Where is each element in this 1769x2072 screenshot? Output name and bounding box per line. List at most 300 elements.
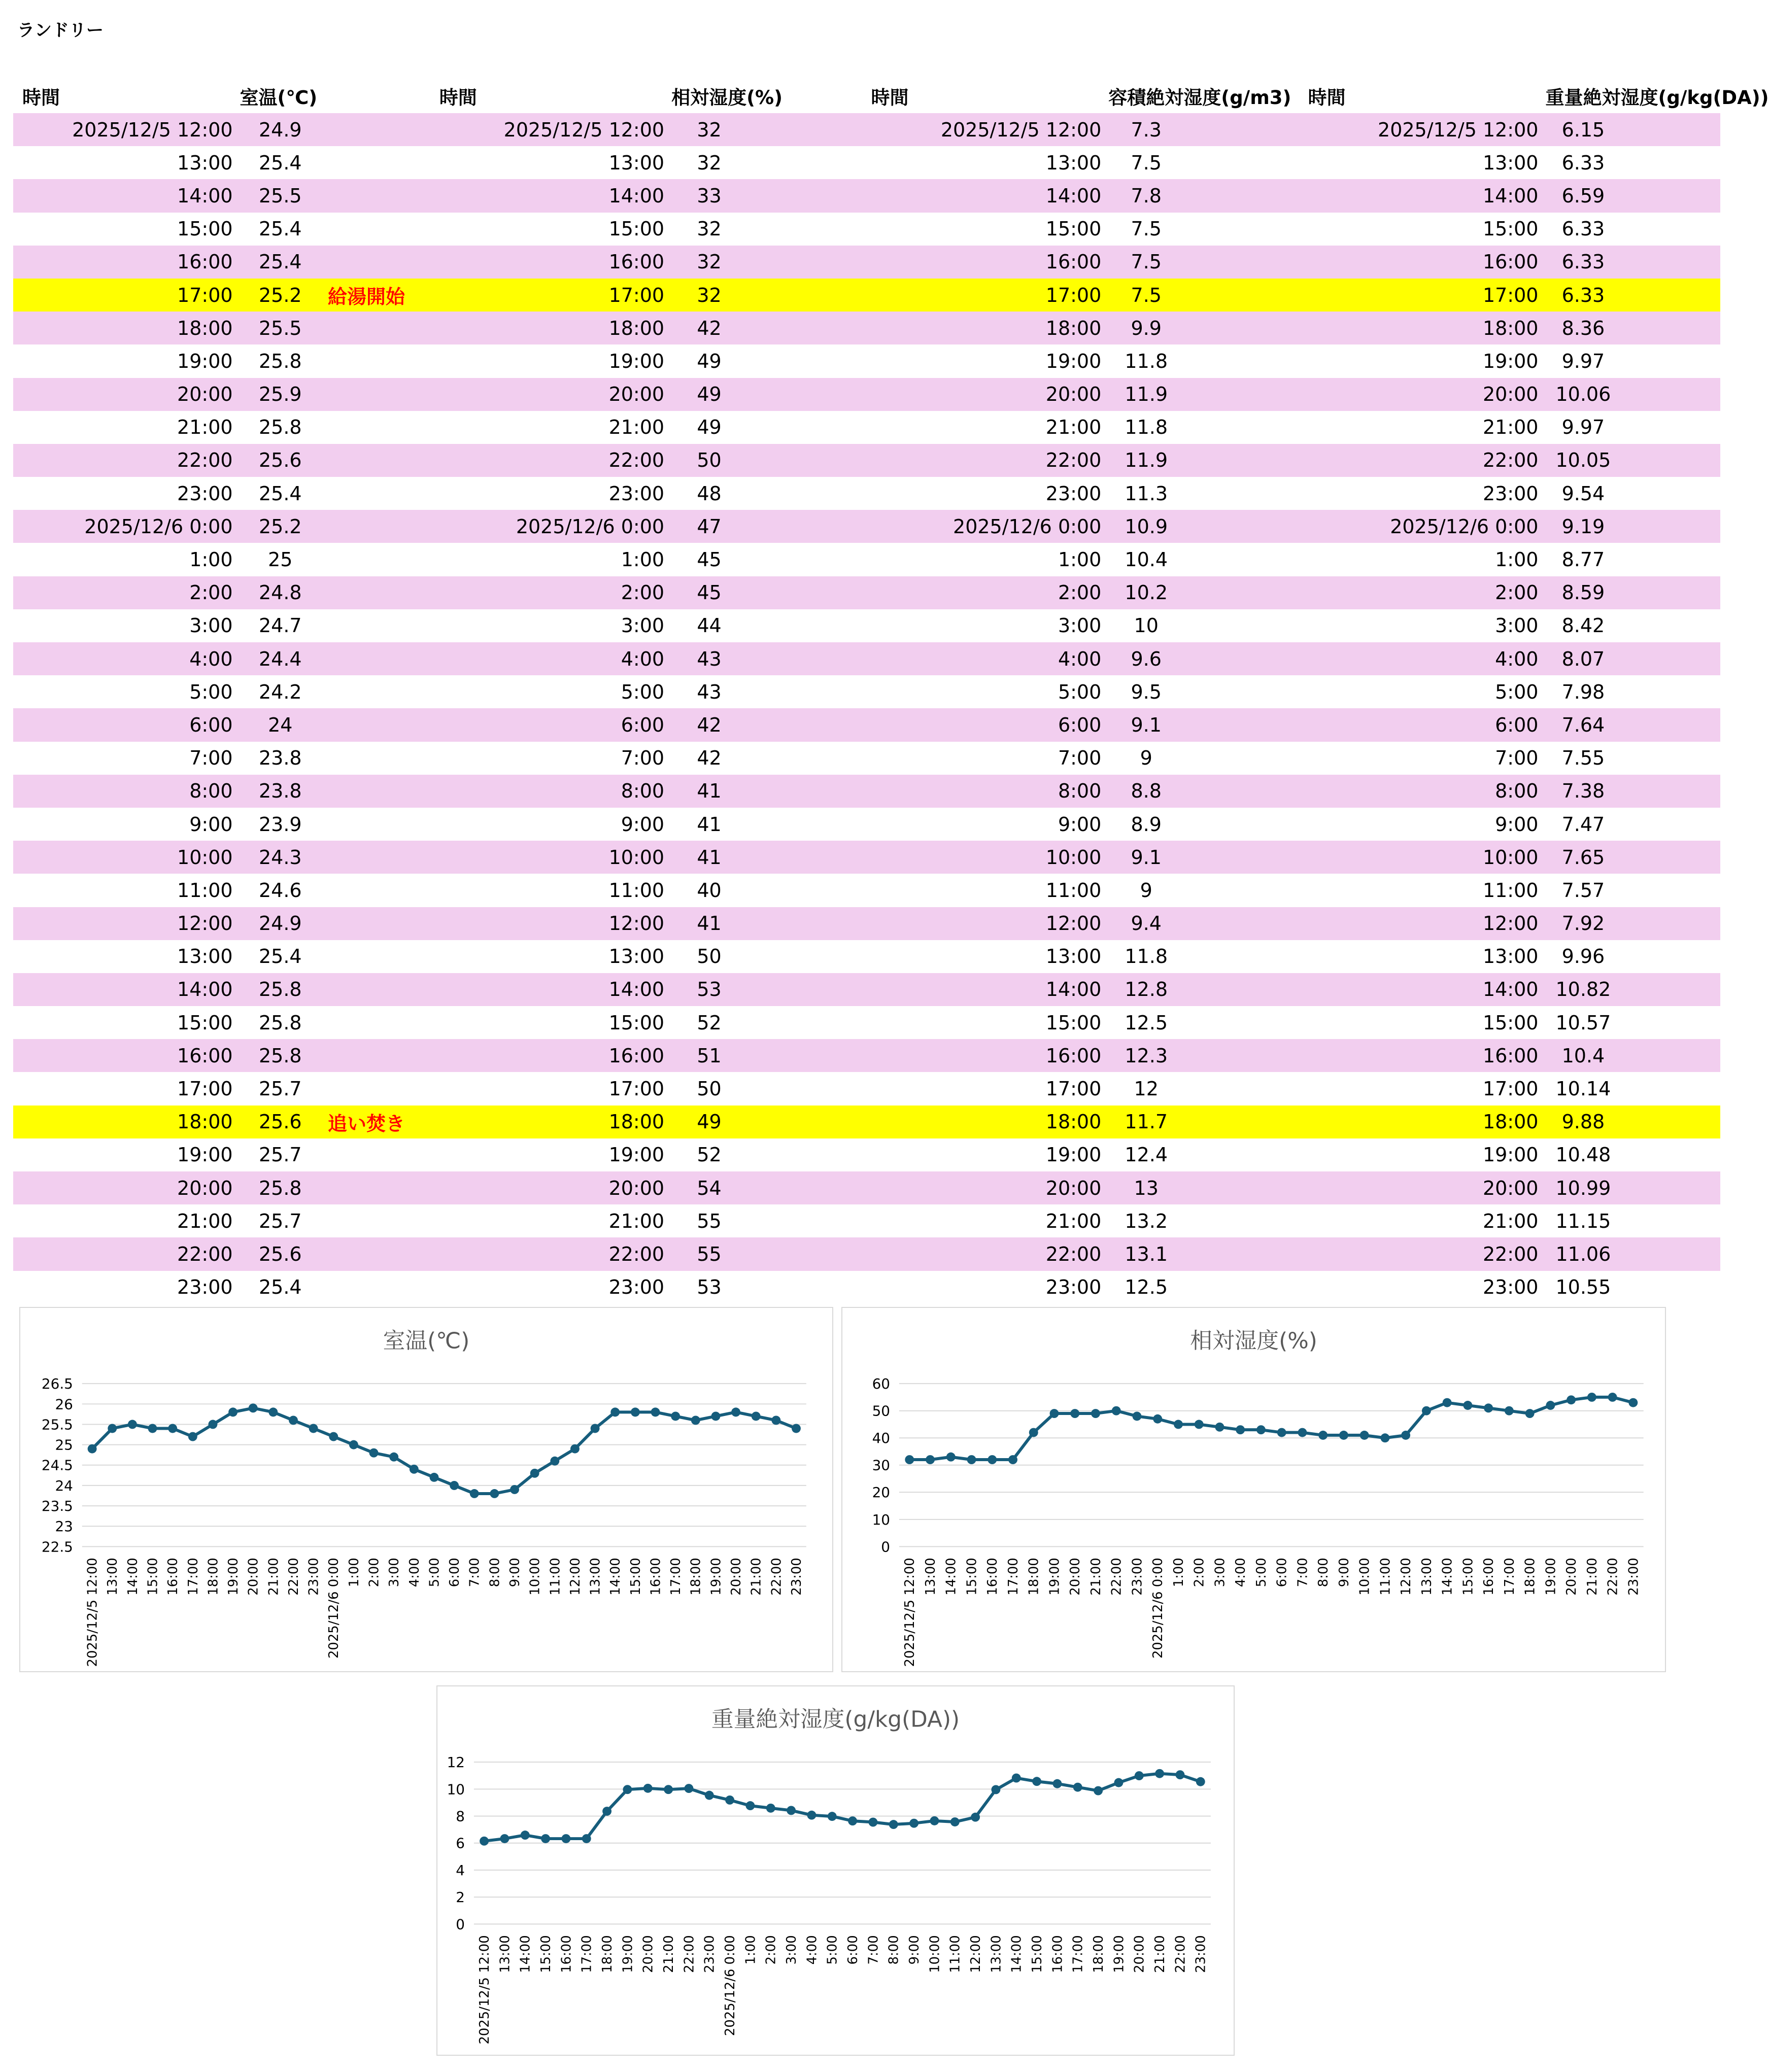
- relative-humidity-cell: 52: [697, 1144, 722, 1166]
- empty-cell: [1184, 675, 1308, 708]
- weight-abs-humidity-cell: 10.82: [1545, 973, 1621, 1006]
- y-tick-label: 4: [456, 1861, 465, 1879]
- x-tick-label: 22:00: [682, 1935, 697, 1973]
- temperature-cell: 24.9: [240, 907, 321, 940]
- x-tick-label: 8:00: [886, 1935, 902, 1965]
- time-cell: 21:00: [1482, 416, 1539, 439]
- empty-cell: [1621, 146, 1720, 179]
- empty-cell: [747, 1106, 871, 1138]
- data-point: [905, 1455, 914, 1464]
- time-cell: 11:00: [1045, 879, 1102, 902]
- x-tick-label: 14:00: [943, 1558, 959, 1596]
- empty-cell: [1184, 179, 1308, 212]
- data-point: [946, 1453, 956, 1462]
- weight-abs-humidity-cell: 6.33: [1561, 218, 1605, 240]
- x-tick-label: 1:00: [1171, 1558, 1186, 1587]
- data-point: [868, 1818, 877, 1827]
- x-tick-label: 12:00: [1399, 1558, 1414, 1596]
- time-cell: 4:00: [871, 642, 1108, 675]
- data-point: [889, 1820, 898, 1829]
- data-point: [369, 1448, 379, 1458]
- empty-cell: [747, 477, 871, 510]
- time-cell: 21:00: [1482, 1210, 1539, 1232]
- temperature-cell: 25.8: [240, 1171, 321, 1204]
- note-cell: [321, 708, 439, 741]
- empty-cell: [1184, 841, 1308, 874]
- empty-cell: [1184, 609, 1308, 642]
- empty-cell: [747, 1237, 871, 1270]
- time-cell: 6:00: [871, 708, 1108, 741]
- data-point: [967, 1455, 976, 1464]
- time-cell: 14:00: [439, 179, 671, 212]
- time-cell: 13:00: [1045, 151, 1102, 174]
- time-cell: 8:00: [1308, 775, 1546, 808]
- weight-abs-humidity-cell: 6.15: [1545, 113, 1621, 146]
- time-cell: 12:00: [439, 907, 671, 940]
- data-point: [148, 1424, 157, 1433]
- table-row: [13, 444, 1720, 477]
- empty-cell: [1621, 1204, 1720, 1237]
- time-cell: 22:00: [871, 444, 1108, 477]
- y-tick-label: 26.5: [41, 1375, 73, 1393]
- empty-cell: [1621, 279, 1720, 312]
- time-cell: 3:00: [1495, 614, 1539, 637]
- time-cell: 3:00: [189, 614, 233, 637]
- weight-abs-humidity-chart-svg: [437, 1686, 1234, 2055]
- note-cell: [321, 1237, 439, 1270]
- empty-cell: [1184, 708, 1308, 741]
- empty-cell: [1621, 444, 1720, 477]
- x-tick-label: 19:00: [1111, 1935, 1127, 1973]
- x-tick-label: 16:00: [559, 1935, 574, 1973]
- x-tick-label: 18:00: [1522, 1558, 1538, 1596]
- weight-abs-humidity-cell: 8.42: [1561, 614, 1605, 637]
- time-cell: 13:00: [1045, 945, 1102, 968]
- x-tick-label: 15:00: [1030, 1935, 1045, 1973]
- table-row: [13, 1237, 1720, 1270]
- temperature-cell: 25: [268, 548, 293, 571]
- empty-cell: [747, 1006, 871, 1039]
- temperature-cell: 25.7: [258, 1144, 302, 1166]
- time-cell: 18:00: [871, 1106, 1108, 1138]
- table-row: [13, 1271, 1720, 1304]
- table-row: [13, 1138, 1720, 1171]
- volumetric-abs-humidity-cell: 7.5: [1131, 218, 1162, 240]
- relative-humidity-cell: 49: [671, 378, 747, 411]
- time-cell: 10:00: [1308, 841, 1546, 874]
- table-row: [13, 411, 1720, 444]
- time-cell: 18:00: [871, 312, 1108, 344]
- x-tick-label: 19:00: [226, 1558, 242, 1596]
- note-cell: [321, 246, 439, 279]
- time-cell: 9:00: [1495, 813, 1539, 836]
- relative-humidity-cell: 42: [671, 708, 747, 741]
- note-cell: [321, 973, 439, 1006]
- time-cell: 15:00: [1482, 218, 1539, 240]
- x-tick-label: 18:00: [688, 1558, 704, 1596]
- time-cell: 2025/12/6 0:00: [871, 510, 1108, 543]
- x-tick-label: 19:00: [1543, 1558, 1559, 1596]
- data-point: [470, 1489, 479, 1498]
- time-cell: 19:00: [177, 1144, 233, 1166]
- x-tick-label: 10:00: [927, 1935, 943, 1973]
- relative-humidity-cell: 50: [671, 444, 747, 477]
- empty-cell: [1184, 113, 1308, 146]
- relative-humidity-cell: 42: [697, 747, 722, 770]
- weight-abs-humidity-cell: 9.96: [1561, 945, 1605, 968]
- note-cell: [321, 576, 439, 609]
- x-tick-label: 7:00: [467, 1558, 483, 1587]
- empty-cell: [747, 179, 871, 212]
- relative-humidity-chart-svg: [842, 1308, 1665, 1671]
- time-cell: 23:00: [177, 482, 233, 505]
- temperature-cell: 24.8: [240, 576, 321, 609]
- time-cell: 14:00: [13, 973, 240, 1006]
- empty-cell: [747, 213, 871, 246]
- x-tick-label: 18:00: [206, 1558, 221, 1596]
- time-cell: 2025/12/6 0:00: [439, 510, 671, 543]
- volumetric-abs-humidity-cell: 12: [1134, 1078, 1159, 1100]
- x-tick-label: 20:00: [1068, 1558, 1083, 1596]
- data-point: [349, 1440, 358, 1449]
- time-cell: 1:00: [1495, 548, 1539, 571]
- series-line: [909, 1397, 1633, 1460]
- empty-cell: [747, 411, 871, 444]
- empty-cell: [747, 775, 871, 808]
- table-row: [13, 1106, 1720, 1138]
- relative-humidity-cell: 52: [697, 1011, 722, 1034]
- x-tick-label: 17:00: [668, 1558, 684, 1596]
- data-point: [188, 1432, 197, 1441]
- empty-cell: [747, 378, 871, 411]
- time-cell: 7:00: [189, 747, 233, 770]
- x-tick-label: 13:00: [497, 1935, 513, 1973]
- time-cell: 16:00: [871, 1039, 1108, 1072]
- x-tick-label: 22:00: [286, 1558, 301, 1596]
- time-cell: 15:00: [608, 218, 665, 240]
- x-tick-label: 12:00: [968, 1935, 984, 1973]
- x-tick-label: 2025/12/5 12:00: [902, 1558, 918, 1667]
- relative-humidity-cell: 55: [697, 1210, 722, 1232]
- note-cell: 追い焚き: [321, 1106, 439, 1138]
- weight-abs-humidity-cell: 11.15: [1555, 1210, 1611, 1232]
- table-row: [13, 874, 1720, 907]
- relative-humidity-cell: 48: [697, 482, 722, 505]
- x-tick-label: 12:00: [567, 1558, 583, 1596]
- data-point: [550, 1457, 559, 1466]
- x-tick-label: 4:00: [406, 1558, 422, 1587]
- data-point: [631, 1407, 640, 1417]
- y-tick-label: 10: [447, 1781, 465, 1798]
- data-table: [13, 79, 1769, 1304]
- note-cell: [321, 1204, 439, 1237]
- time-cell: 23:00: [608, 482, 665, 505]
- x-tick-label: 17:00: [1502, 1558, 1517, 1596]
- time-cell: 23:00: [1045, 1276, 1102, 1299]
- empty-cell: [747, 344, 871, 377]
- y-tick-label: 10: [872, 1511, 891, 1528]
- time-cell: 23:00: [1482, 482, 1539, 505]
- data-point: [807, 1811, 816, 1820]
- x-tick-label: 3:00: [784, 1935, 800, 1965]
- time-cell: 2025/12/5 12:00: [1308, 113, 1546, 146]
- data-point: [289, 1415, 298, 1425]
- volumetric-abs-humidity-cell: 7.5: [1108, 279, 1184, 312]
- data-point: [725, 1795, 734, 1805]
- empty-cell: [1184, 808, 1308, 841]
- note-cell: [321, 477, 439, 510]
- x-tick-label: 20:00: [246, 1558, 261, 1596]
- note-cell: [321, 940, 439, 973]
- x-tick-label: 15:00: [964, 1558, 980, 1596]
- table-row: [13, 279, 1720, 312]
- x-tick-label: 2025/12/6 0:00: [1150, 1558, 1166, 1659]
- time-cell: 22:00: [13, 1237, 240, 1270]
- table-row: [13, 742, 1720, 775]
- x-tick-label: 9:00: [907, 1935, 923, 1965]
- temperature-cell: 25.4: [258, 1276, 302, 1299]
- note-cell: [321, 344, 439, 377]
- empty-cell: [1621, 1039, 1720, 1072]
- table-row: [13, 1039, 1720, 1072]
- data-point: [570, 1444, 580, 1454]
- time-cell: 14:00: [1308, 179, 1546, 212]
- time-cell: 19:00: [608, 1144, 665, 1166]
- empty-cell: [1621, 543, 1720, 576]
- time-cell: 15:00: [177, 218, 233, 240]
- y-tick-label: 12: [447, 1754, 465, 1771]
- x-tick-label: 18:00: [600, 1935, 616, 1973]
- temperature-cell: 23.8: [258, 747, 302, 770]
- time-cell: 17:00: [439, 279, 671, 312]
- time-cell: 2025/12/6 0:00: [13, 510, 240, 543]
- empty-cell: [747, 279, 871, 312]
- time-cell: 15:00: [177, 1011, 233, 1034]
- empty-cell: [1184, 444, 1308, 477]
- temperature-cell: 25.4: [258, 945, 302, 968]
- note-cell: [321, 1271, 439, 1304]
- x-tick-label: 2025/12/6 0:00: [723, 1935, 738, 2036]
- time-cell: 20:00: [1308, 378, 1546, 411]
- chart-title: 室温(℃): [383, 1328, 470, 1354]
- time-cell: 16:00: [1308, 1039, 1546, 1072]
- temperature-cell: 25.8: [258, 416, 302, 439]
- time-cell: 19:00: [1045, 1144, 1102, 1166]
- volumetric-abs-humidity-cell: 11.9: [1108, 378, 1184, 411]
- relative-humidity-cell: 32: [671, 113, 747, 146]
- volumetric-abs-humidity-cell: 11.8: [1125, 945, 1168, 968]
- relative-humidity-cell: 45: [697, 548, 722, 571]
- time-cell: 13:00: [177, 945, 233, 968]
- empty-cell: [747, 973, 871, 1006]
- empty-cell: [747, 609, 871, 642]
- data-point: [651, 1407, 660, 1417]
- note-cell: [321, 179, 439, 212]
- data-point: [1525, 1409, 1535, 1418]
- data-point: [1360, 1431, 1369, 1440]
- relative-humidity-cell: 32: [671, 246, 747, 279]
- time-cell: 7:00: [621, 747, 665, 770]
- time-cell: 18:00: [1308, 312, 1546, 344]
- x-tick-label: 2025/12/6 0:00: [326, 1558, 342, 1659]
- time-cell: 15:00: [1482, 1011, 1539, 1034]
- header-weight-abs-humidity: 重量絶対湿度(g/kg(DA)): [1545, 87, 1769, 109]
- data-point: [1155, 1769, 1164, 1778]
- data-point: [991, 1785, 1000, 1794]
- data-point: [1567, 1395, 1576, 1404]
- chart-title: 重量絶対湿度(g/kg(DA)): [711, 1706, 960, 1733]
- temperature-cell: 25.8: [240, 1039, 321, 1072]
- time-cell: 17:00: [608, 1078, 665, 1100]
- time-cell: 20:00: [13, 1171, 240, 1204]
- data-point: [1587, 1393, 1596, 1402]
- temperature-cell: 24.6: [258, 879, 302, 902]
- volumetric-abs-humidity-cell: 9.9: [1108, 312, 1184, 344]
- x-tick-label: 19:00: [620, 1935, 636, 1973]
- volumetric-abs-humidity-cell: 10.9: [1108, 510, 1184, 543]
- x-tick-label: 20:00: [1564, 1558, 1580, 1596]
- weight-abs-humidity-cell: 9.88: [1545, 1106, 1621, 1138]
- weight-abs-humidity-cell: 8.07: [1545, 642, 1621, 675]
- empty-cell: [1621, 179, 1720, 212]
- data-point: [926, 1455, 935, 1464]
- time-cell: 8:00: [13, 775, 240, 808]
- time-cell: 13:00: [1482, 151, 1539, 174]
- relative-humidity-cell: 43: [697, 680, 722, 703]
- x-tick-label: 9:00: [507, 1558, 523, 1587]
- time-cell: 6:00: [1308, 708, 1546, 741]
- data-point: [745, 1801, 755, 1810]
- empty-cell: [1621, 973, 1720, 1006]
- time-cell: 12:00: [13, 907, 240, 940]
- data-point: [1380, 1433, 1389, 1442]
- x-tick-label: 14:00: [518, 1935, 533, 1973]
- y-tick-label: 60: [872, 1375, 891, 1393]
- x-tick-label: 16:00: [1481, 1558, 1497, 1596]
- note-cell: [321, 1171, 439, 1204]
- relative-humidity-cell: 49: [671, 1106, 747, 1138]
- header-time-3: 時間: [871, 87, 909, 109]
- time-cell: 17:00: [1045, 1078, 1102, 1100]
- time-cell: 19:00: [1482, 350, 1539, 372]
- time-cell: 6:00: [439, 708, 671, 741]
- time-cell: 23:00: [608, 1276, 665, 1299]
- weight-abs-humidity-cell: 6.59: [1545, 179, 1621, 212]
- weight-abs-humidity-cell: 7.92: [1545, 907, 1621, 940]
- temperature-cell: 25.5: [240, 312, 321, 344]
- data-point: [705, 1791, 714, 1800]
- note-cell: [321, 675, 439, 708]
- table-row: [13, 1006, 1720, 1039]
- time-cell: 18:00: [1308, 1106, 1546, 1138]
- table-row: [13, 642, 1720, 675]
- data-point: [1008, 1455, 1017, 1464]
- x-tick-label: 21:00: [749, 1558, 764, 1596]
- data-point: [623, 1785, 632, 1794]
- data-point: [1215, 1423, 1224, 1432]
- x-tick-label: 21:00: [1088, 1558, 1104, 1596]
- header-volumetric-abs-humidity: 容積絶対湿度(g/m3): [1108, 87, 1291, 109]
- empty-cell: [747, 708, 871, 741]
- table-row: [13, 477, 1720, 510]
- data-point: [88, 1444, 97, 1454]
- data-point: [1174, 1420, 1183, 1429]
- relative-humidity-cell: 42: [671, 312, 747, 344]
- table-row: [13, 179, 1720, 212]
- weight-abs-humidity-cell: 7.57: [1561, 879, 1605, 902]
- note-cell: 給湯開始: [321, 279, 439, 312]
- temperature-cell: 25.8: [240, 973, 321, 1006]
- relative-humidity-cell: 41: [697, 813, 722, 836]
- note-cell: [321, 841, 439, 874]
- x-tick-label: 11:00: [548, 1558, 563, 1596]
- empty-cell: [1184, 940, 1308, 973]
- data-point: [450, 1481, 459, 1490]
- table-row: [13, 1072, 1720, 1105]
- x-tick-label: 19:00: [708, 1558, 724, 1596]
- time-cell: 22:00: [439, 444, 671, 477]
- data-point: [1091, 1409, 1100, 1418]
- x-tick-label: 17:00: [1070, 1935, 1086, 1973]
- time-cell: 22:00: [1308, 1237, 1546, 1270]
- data-point: [1236, 1425, 1245, 1434]
- time-cell: 4:00: [13, 642, 240, 675]
- time-cell: 5:00: [621, 680, 665, 703]
- empty-cell: [1184, 1237, 1308, 1270]
- temperature-cell: 25.8: [258, 1011, 302, 1034]
- empty-cell: [1621, 1138, 1720, 1171]
- x-tick-label: 2:00: [366, 1558, 382, 1587]
- note-cell: [321, 411, 439, 444]
- relative-humidity-cell: 41: [671, 775, 747, 808]
- time-cell: 20:00: [871, 1171, 1108, 1204]
- note-cell: [321, 378, 439, 411]
- x-tick-label: 18:00: [1091, 1935, 1107, 1973]
- empty-cell: [747, 510, 871, 543]
- volumetric-abs-humidity-cell: 11.3: [1125, 482, 1168, 505]
- table-row: [13, 708, 1720, 741]
- table-row: [13, 146, 1720, 179]
- time-cell: 12:00: [1308, 907, 1546, 940]
- table-row: [13, 576, 1720, 609]
- time-cell: 21:00: [177, 416, 233, 439]
- time-cell: 22:00: [439, 1237, 671, 1270]
- x-tick-label: 22:00: [1109, 1558, 1125, 1596]
- data-point: [643, 1784, 653, 1793]
- weight-abs-humidity-cell: 10.14: [1555, 1078, 1611, 1100]
- series-line: [484, 1774, 1201, 1841]
- empty-cell: [747, 808, 871, 841]
- data-point: [1339, 1431, 1348, 1440]
- x-tick-label: 22:00: [769, 1558, 785, 1596]
- volumetric-abs-humidity-cell: 12.3: [1108, 1039, 1184, 1072]
- table-row: [13, 378, 1720, 411]
- x-tick-label: 16:00: [985, 1558, 1001, 1596]
- time-cell: 9:00: [1058, 813, 1102, 836]
- empty-cell: [1621, 775, 1720, 808]
- volumetric-abs-humidity-cell: 12.5: [1125, 1011, 1168, 1034]
- empty-cell: [1621, 312, 1720, 344]
- y-tick-label: 8: [456, 1808, 465, 1825]
- relative-humidity-cell: 44: [697, 614, 722, 637]
- volumetric-abs-humidity-cell: 12.4: [1125, 1144, 1168, 1166]
- data-point: [309, 1424, 318, 1433]
- note-cell: [321, 312, 439, 344]
- note-cell: [321, 742, 439, 775]
- x-tick-label: 14:00: [608, 1558, 624, 1596]
- volumetric-abs-humidity-cell: 7.5: [1108, 246, 1184, 279]
- x-tick-label: 14:00: [1440, 1558, 1455, 1596]
